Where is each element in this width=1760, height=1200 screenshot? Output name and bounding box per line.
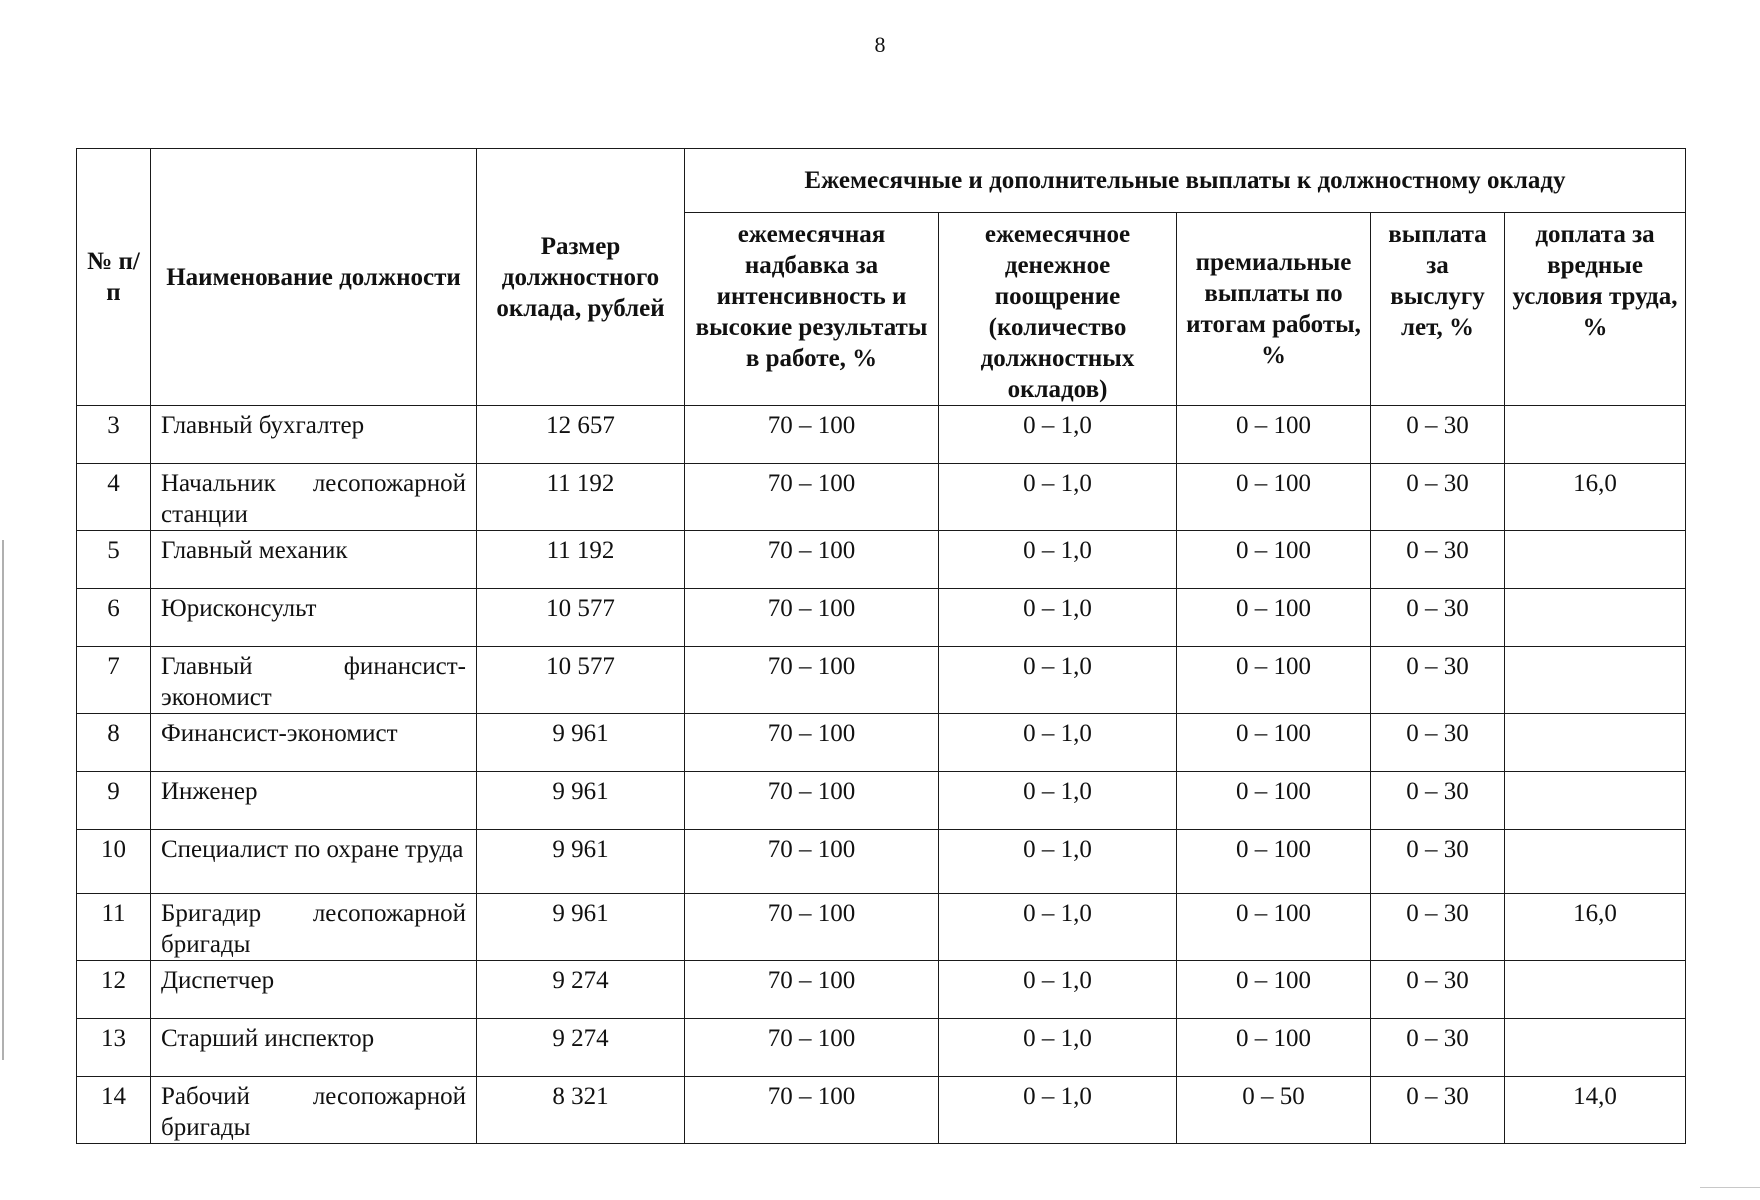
cell-num: 6 [77,589,151,647]
cell-salary: 9 961 [477,894,685,961]
cell-intensity: 70 – 100 [685,531,939,589]
cell-premium: 0 – 100 [1177,714,1371,772]
cell-name: Рабочий лесопожарной бригады [151,1077,477,1144]
table-row [77,961,1686,1019]
cell-seniority: 0 – 30 [1371,464,1505,531]
table-row [77,772,1686,830]
cell-hazard [1505,830,1686,894]
header-num: № п/п [77,149,151,406]
cell-salary: 9 274 [477,961,685,1019]
table-row [77,830,1686,894]
cell-premium: 0 – 100 [1177,961,1371,1019]
cell-premium: 0 – 100 [1177,589,1371,647]
cell-intensity: 70 – 100 [685,589,939,647]
cell-intensity: 70 – 100 [685,961,939,1019]
cell-hazard [1505,1019,1686,1077]
cell-bonus: 0 – 1,0 [939,1077,1177,1144]
cell-seniority: 0 – 30 [1371,1019,1505,1077]
header-bonus: ежемесячное денежное поощрение (количество должностных окладов) [939,213,1177,406]
cell-name: Начальник лесопожарной станции [151,464,477,531]
cell-premium: 0 – 100 [1177,406,1371,464]
cell-hazard: 16,0 [1505,894,1686,961]
cell-bonus: 0 – 1,0 [939,772,1177,830]
cell-num: 11 [77,894,151,961]
cell-bonus: 0 – 1,0 [939,894,1177,961]
cell-salary: 10 577 [477,589,685,647]
cell-hazard [1505,961,1686,1019]
cell-salary: 9 961 [477,772,685,830]
cell-seniority: 0 – 30 [1371,531,1505,589]
cell-intensity: 70 – 100 [685,772,939,830]
cell-name: Диспетчер [151,961,477,1019]
cell-hazard [1505,772,1686,830]
cell-intensity: 70 – 100 [685,647,939,714]
cell-bonus: 0 – 1,0 [939,714,1177,772]
cell-seniority: 0 – 30 [1371,647,1505,714]
header-salary: Размер должностного оклада, рублей [477,149,685,406]
table-row [77,589,1686,647]
cell-bonus: 0 – 1,0 [939,647,1177,714]
cell-intensity: 70 – 100 [685,464,939,531]
header-intensity: ежемесячная надбавка за интенсивность и высокие результаты в работе, % [685,213,939,406]
cell-intensity: 70 – 100 [685,1019,939,1077]
header-seniority: выплата за выслугу лет, % [1371,213,1505,406]
cell-salary: 8 321 [477,1077,685,1144]
cell-hazard [1505,531,1686,589]
cell-intensity: 70 – 100 [685,894,939,961]
cell-intensity: 70 – 100 [685,406,939,464]
cell-num: 8 [77,714,151,772]
cell-hazard [1505,589,1686,647]
cell-name: Бригадир лесопожарной бригады [151,894,477,961]
cell-hazard [1505,647,1686,714]
header-payments-group: Ежемесячные и дополнительные выплаты к должностному окладу [685,149,1686,213]
cell-num: 13 [77,1019,151,1077]
cell-premium: 0 – 50 [1177,1077,1371,1144]
cell-premium: 0 – 100 [1177,647,1371,714]
table-row [77,1019,1686,1077]
cell-intensity: 70 – 100 [685,830,939,894]
cell-num: 5 [77,531,151,589]
cell-seniority: 0 – 30 [1371,589,1505,647]
cell-seniority: 0 – 30 [1371,1077,1505,1144]
page-number: 8 [874,32,886,57]
cell-premium: 0 – 100 [1177,464,1371,531]
cell-num: 14 [77,1077,151,1144]
cell-bonus: 0 – 1,0 [939,464,1177,531]
table-row [77,531,1686,589]
cell-bonus: 0 – 1,0 [939,830,1177,894]
cell-intensity: 70 – 100 [685,714,939,772]
cell-name: Главный механик [151,531,477,589]
bottom-edge-line [1700,1187,1760,1188]
cell-num: 9 [77,772,151,830]
cell-name: Главный бухгалтер [151,406,477,464]
cell-seniority: 0 – 30 [1371,772,1505,830]
cell-seniority: 0 – 30 [1371,714,1505,772]
table-row [77,647,1686,714]
cell-name: Юрисконсульт [151,589,477,647]
header-name: Наименование должности [151,149,477,406]
cell-premium: 0 – 100 [1177,772,1371,830]
header-hazard: доплата за вредные условия труда, % [1505,213,1686,406]
cell-name: Финансист-экономист [151,714,477,772]
cell-hazard: 14,0 [1505,1077,1686,1144]
cell-intensity: 70 – 100 [685,1077,939,1144]
cell-bonus: 0 – 1,0 [939,961,1177,1019]
cell-bonus: 0 – 1,0 [939,406,1177,464]
cell-salary: 12 657 [477,406,685,464]
cell-premium: 0 – 100 [1177,531,1371,589]
cell-name: Специалист по охране труда [151,830,477,894]
header-group-row [77,149,1686,213]
left-margin-mark [2,540,4,1060]
cell-bonus: 0 – 1,0 [939,531,1177,589]
cell-salary: 9 961 [477,830,685,894]
cell-hazard [1505,714,1686,772]
cell-hazard [1505,406,1686,464]
cell-salary: 9 961 [477,714,685,772]
table-row [77,894,1686,961]
header-premium: премиальные выплаты по итогам работы, % [1177,213,1371,406]
table-row [77,1077,1686,1144]
cell-seniority: 0 – 30 [1371,961,1505,1019]
cell-bonus: 0 – 1,0 [939,589,1177,647]
salary-table [76,148,1686,1144]
cell-name: Старший инспектор [151,1019,477,1077]
cell-num: 7 [77,647,151,714]
table-row [77,464,1686,531]
cell-bonus: 0 – 1,0 [939,1019,1177,1077]
cell-num: 10 [77,830,151,894]
cell-num: 4 [77,464,151,531]
cell-premium: 0 – 100 [1177,1019,1371,1077]
cell-hazard: 16,0 [1505,464,1686,531]
cell-salary: 10 577 [477,647,685,714]
cell-name: Главный финансист-экономист [151,647,477,714]
cell-premium: 0 – 100 [1177,894,1371,961]
cell-seniority: 0 – 30 [1371,830,1505,894]
cell-seniority: 0 – 30 [1371,894,1505,961]
cell-salary: 9 274 [477,1019,685,1077]
cell-premium: 0 – 100 [1177,830,1371,894]
cell-salary: 11 192 [477,464,685,531]
cell-num: 12 [77,961,151,1019]
cell-salary: 11 192 [477,531,685,589]
cell-name: Инженер [151,772,477,830]
table-row [77,714,1686,772]
table-row [77,406,1686,464]
cell-num: 3 [77,406,151,464]
cell-seniority: 0 – 30 [1371,406,1505,464]
